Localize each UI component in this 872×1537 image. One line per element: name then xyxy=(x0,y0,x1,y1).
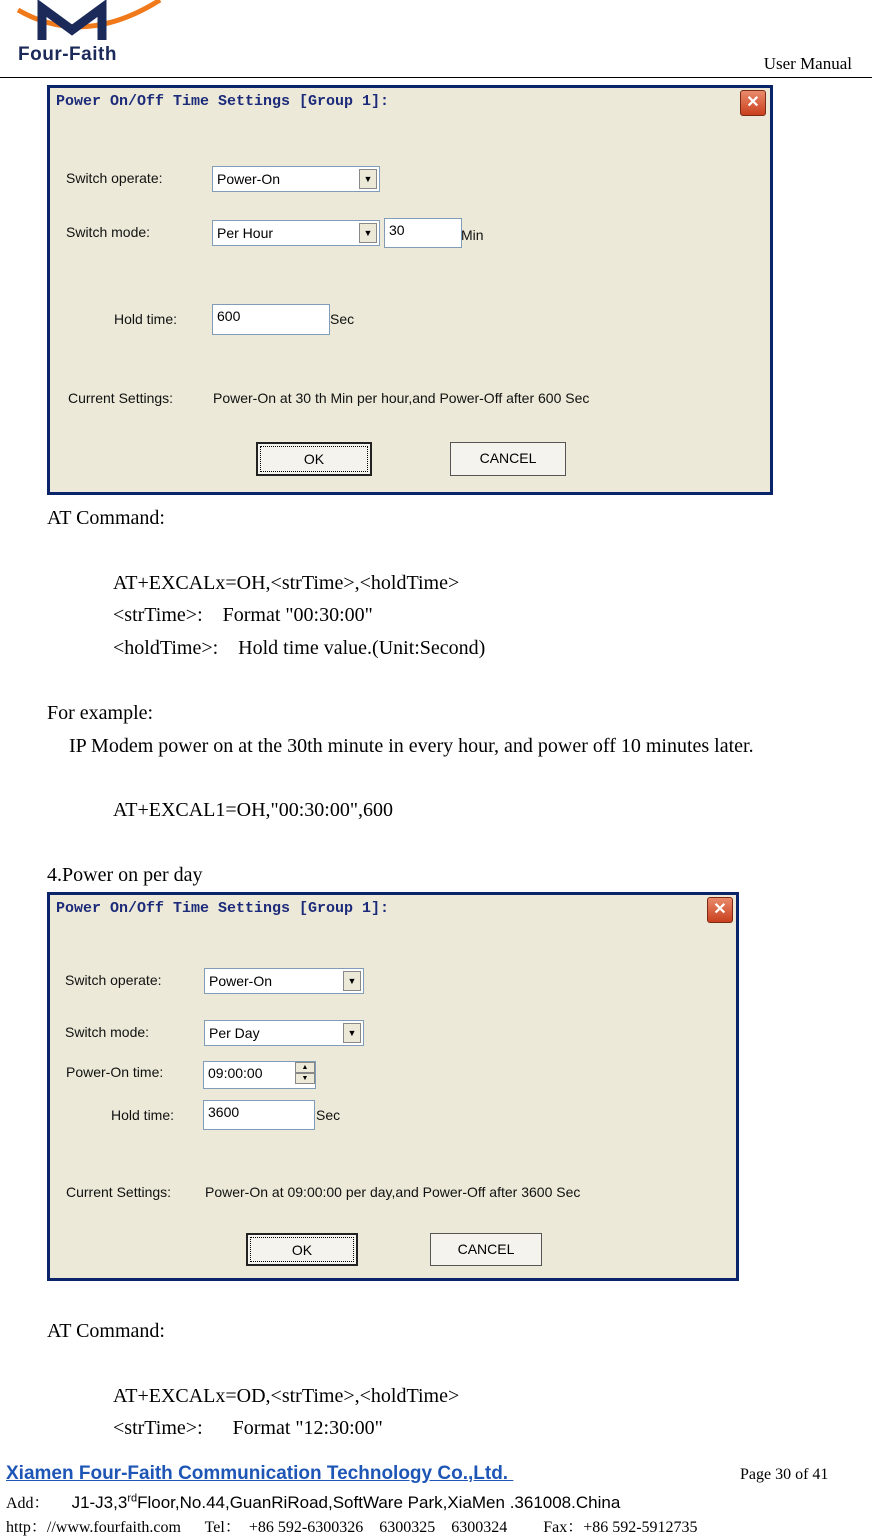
current-settings-value: Power-On at 30 th Min per hour,and Power-Off after 600 Sec xyxy=(213,390,590,406)
current-settings-label: Current Settings: xyxy=(66,1184,172,1200)
doc-type: User Manual xyxy=(763,54,852,73)
address-sup: rd xyxy=(127,1492,138,1505)
hold-time-label: Hold time: xyxy=(114,311,178,327)
address-prefix: J1-J3,3 xyxy=(71,1493,128,1512)
switch-operate-value: Power-On xyxy=(217,171,281,187)
footer-company: Xiamen Four-Faith Communication Technology Co.,Ltd. xyxy=(6,1463,514,1484)
hold-time-label: Hold time: xyxy=(111,1107,175,1123)
example-description: IP Modem power on at the 30th minute in every hour, and power off 10 minutes later. xyxy=(69,735,754,757)
power-on-time-input[interactable] xyxy=(203,1061,316,1089)
header-divider xyxy=(0,77,872,78)
at-command-heading: AT Command: xyxy=(47,507,165,529)
switch-mode-label: Switch mode: xyxy=(66,224,151,240)
param-holdtime: <holdTime>: Hold time value.(Unit:Second) xyxy=(113,637,486,659)
current-settings-value: Power-On at 09:00:00 per day,and Power-Off after 3600 Sec xyxy=(205,1184,581,1200)
minute-unit: Min xyxy=(461,227,484,243)
switch-operate-value: Power-On xyxy=(209,973,273,989)
logo-text: Four-Faith xyxy=(18,44,117,65)
switch-mode-select[interactable] xyxy=(204,1020,364,1046)
footer-address xyxy=(6,1490,620,1513)
switch-operate-label: Switch operate: xyxy=(66,170,163,186)
example-command: AT+EXCAL1=OH,"00:30:00",600 xyxy=(113,799,393,821)
switch-operate-select[interactable] xyxy=(212,166,380,192)
hold-time-unit: Sec xyxy=(330,311,355,327)
address-rest: Floor,No.44,GuanRiRoad,SoftWare Park,XiaMen .361008.China xyxy=(137,1493,621,1512)
hold-time-unit: Sec xyxy=(316,1107,341,1123)
section-heading: 4.Power on per day xyxy=(47,864,203,886)
ok-button[interactable]: OK xyxy=(246,1233,358,1266)
spin-down-icon[interactable]: ▼ xyxy=(295,1073,315,1084)
chevron-down-icon[interactable]: ▼ xyxy=(343,971,361,991)
switch-mode-label: Switch mode: xyxy=(65,1024,150,1040)
chevron-down-icon[interactable]: ▼ xyxy=(343,1023,361,1043)
power-settings-dialog-hourly xyxy=(47,85,773,495)
power-on-time-label: Power-On time: xyxy=(66,1064,164,1080)
ok-button[interactable]: OK xyxy=(256,442,372,476)
switch-operate-label: Switch operate: xyxy=(65,972,162,988)
at-command-syntax: AT+EXCALx=OH,<strTime>,<holdTime> xyxy=(113,572,460,594)
dialog-title-bar xyxy=(50,88,770,118)
switch-mode-select[interactable] xyxy=(212,220,380,246)
power-on-time-value: 09:00:00 xyxy=(208,1065,263,1081)
chevron-down-icon[interactable]: ▼ xyxy=(359,223,377,243)
page-number: Page 30 of 41 xyxy=(740,1466,829,1483)
switch-mode-value: Per Day xyxy=(209,1025,260,1041)
time-spinner[interactable] xyxy=(295,1062,315,1086)
switch-mode-value: Per Hour xyxy=(217,225,274,241)
dialog-title-bar xyxy=(50,895,736,925)
hold-time-input[interactable]: 600 xyxy=(212,304,330,335)
switch-operate-select[interactable] xyxy=(204,968,364,994)
hold-time-input[interactable]: 3600 xyxy=(203,1100,315,1130)
minute-input[interactable]: 30 xyxy=(384,218,462,248)
address-label: Add： xyxy=(6,1495,50,1512)
at-command-heading: AT Command: xyxy=(47,1320,165,1342)
cancel-button[interactable]: CANCEL xyxy=(430,1233,542,1266)
cancel-button[interactable]: CANCEL xyxy=(450,442,566,476)
power-settings-dialog-daily xyxy=(47,892,739,1281)
spin-up-icon[interactable]: ▲ xyxy=(295,1062,315,1073)
footer-contact: http：//www.fourfaith.com Tel： +86 592-6300326 6300325 6300324 Fax：+86 592-5912735 xyxy=(6,1519,698,1536)
param-strtime: <strTime>: Format "00:30:00" xyxy=(113,604,373,626)
param-strtime: <strTime>: Format "12:30:00" xyxy=(113,1417,383,1439)
dialog-title: Power On/Off Time Settings [Group 1]: xyxy=(56,900,390,917)
at-command-syntax: AT+EXCALx=OD,<strTime>,<holdTime> xyxy=(113,1385,460,1407)
close-icon[interactable]: ✕ xyxy=(707,897,733,923)
dialog-title: Power On/Off Time Settings [Group 1]: xyxy=(56,93,390,110)
current-settings-label: Current Settings: xyxy=(68,390,174,406)
close-icon[interactable]: ✕ xyxy=(740,90,766,116)
chevron-down-icon[interactable]: ▼ xyxy=(359,169,377,189)
example-heading: For example: xyxy=(47,702,154,724)
